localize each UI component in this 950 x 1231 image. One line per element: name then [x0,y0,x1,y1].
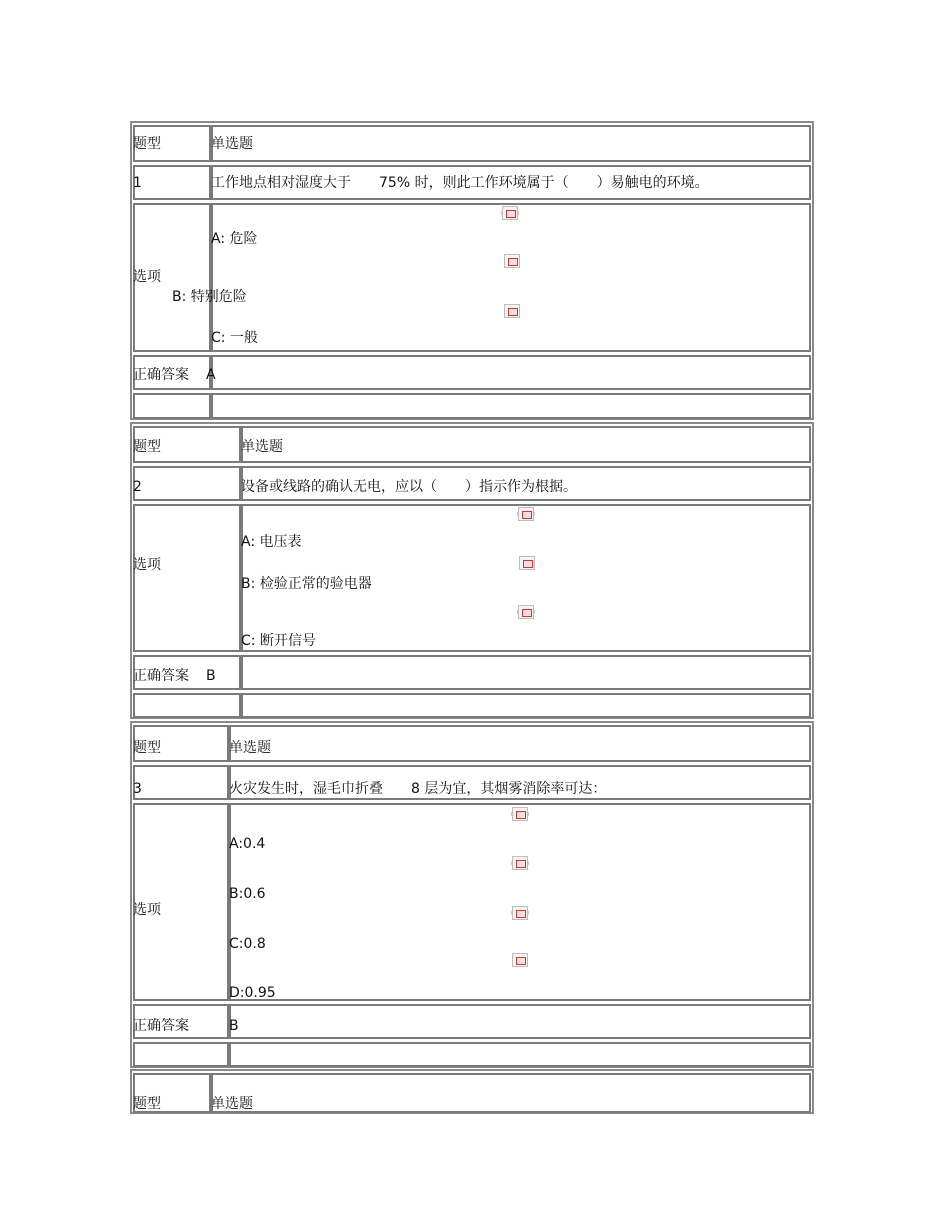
question-stem: 工作地点相对湿度大于 75% 时，则此工作环境属于（ ）易触电的环境。 [211,175,709,191]
question-table-4 [130,1069,814,1114]
type-value: 单选题 [211,1096,253,1112]
options-label: 选项 [133,557,161,573]
options-row [132,201,812,353]
broken-image-icon [512,953,528,967]
answer-label: 正确答案 [133,367,189,383]
question-stem: 设备或线路的确认无电，应以（ ）指示作为根据。 [241,479,577,495]
broken-image-icon [519,556,535,570]
stem-row [132,763,812,801]
options-label: 选项 [133,269,161,285]
option-b[interactable]: B:0.6 [229,886,266,902]
option-c[interactable]: C: 断开信号 [241,633,316,649]
answer-label: 正确答案 [133,668,189,684]
option-b[interactable]: B: 检验正常的验电器 [241,576,372,592]
answer-value: B [229,1018,239,1034]
broken-image-icon [502,206,518,220]
question-number: 3 [133,781,142,797]
broken-image-icon [512,856,528,870]
broken-image-icon [504,254,520,268]
option-d[interactable]: D:0.95 [229,985,276,1001]
option-a[interactable]: A: 危险 [211,231,258,247]
question-stem: 火灾发生时，湿毛巾折叠 8 层为宜，其烟雾消除率可达： [229,781,607,797]
options-row [132,502,812,653]
option-c[interactable]: C: 一般 [211,330,258,346]
blank-row [132,391,812,420]
type-label: 题型 [133,136,161,152]
type-label: 题型 [133,439,161,455]
broken-image-icon [512,807,528,821]
broken-image-icon [504,304,520,318]
answer-label: 正确答案 [133,1018,189,1034]
question-table-1 [130,121,814,420]
type-row [132,424,812,464]
answer-row [132,353,812,391]
answer-value: A [206,367,216,383]
stem-row [132,163,812,201]
answer-row [132,1002,812,1040]
broken-image-icon [518,605,534,619]
stem-row [132,464,812,502]
type-value: 单选题 [211,136,253,152]
type-row [132,123,812,163]
answer-row [132,653,812,691]
type-value: 单选题 [241,439,283,455]
question-table-2 [130,422,814,719]
option-a[interactable]: A: 电压表 [241,534,302,550]
options-label: 选项 [133,902,161,918]
type-row [132,723,812,763]
question-number: 1 [133,175,142,191]
type-value: 单选题 [229,740,271,756]
blank-row [132,691,812,719]
type-label: 题型 [133,1096,161,1112]
question-table-3 [130,721,814,1068]
question-number: 2 [133,479,142,495]
broken-image-icon [518,507,534,521]
option-a[interactable]: A:0.4 [229,836,266,852]
blank-row [132,1040,812,1068]
option-b[interactable]: B: 特别危险 [172,289,247,305]
type-label: 题型 [133,740,161,756]
answer-value: B [206,668,216,684]
option-c[interactable]: C:0.8 [229,936,266,952]
options-row [132,801,812,1002]
broken-image-icon [512,906,528,920]
type-row [132,1071,812,1114]
